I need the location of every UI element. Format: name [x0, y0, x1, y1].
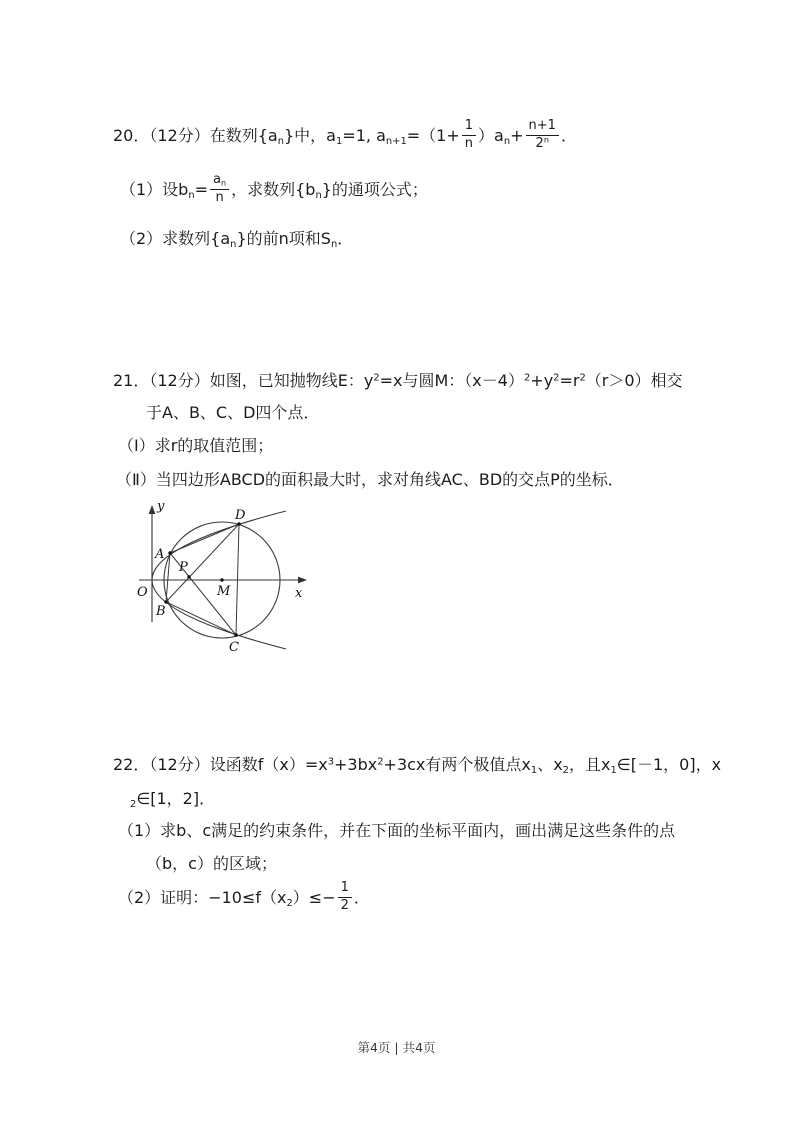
- problem-21-item-2: [116, 467, 624, 493]
- fraction-numerator: 1: [462, 119, 476, 136]
- point-c-label: C: [229, 640, 239, 655]
- text-run: 2: [535, 135, 544, 151]
- text-run: （r＞0）相交: [585, 371, 683, 390]
- text-run: （1）求b、c满足的约束条件，并在下面的坐标平面内，画出满足这些条件的点: [118, 821, 676, 840]
- parabola-circle-figure: [125, 495, 325, 660]
- subscript: n: [221, 178, 227, 188]
- problem-21-statement-line-2: [146, 400, 319, 426]
- y-axis-arrow-icon: [149, 505, 156, 514]
- fraction: [526, 119, 559, 152]
- fraction-denominator: 2: [340, 897, 349, 913]
- point-c: [234, 633, 237, 636]
- page-footer: [0, 1038, 793, 1056]
- text-run: （2）求数列{a: [120, 229, 231, 248]
- subscript: 2: [562, 764, 569, 776]
- subscript: 2: [286, 897, 293, 909]
- subscript: n: [503, 135, 511, 147]
- superscript: n: [543, 135, 549, 145]
- subscript: n: [277, 135, 284, 147]
- problem-21-statement-line-1: [113, 368, 683, 394]
- subscript: 1: [530, 764, 538, 776]
- superscript: 2: [523, 372, 531, 384]
- x-axis-arrow-icon: [298, 577, 307, 584]
- point-m: [220, 578, 223, 581]
- text-run: ．: [560, 125, 577, 145]
- problem-22-item-2: [118, 882, 370, 915]
- superscript: 2: [377, 756, 384, 768]
- text-run: 、x: [537, 755, 563, 774]
- fraction: [210, 173, 229, 206]
- text-run: +3cx有两个极值点x: [383, 755, 531, 774]
- point-d-label: D: [235, 508, 246, 523]
- text-run: =1, a: [342, 125, 386, 145]
- problem-20-statement: [113, 120, 577, 153]
- fraction-numerator: 1: [338, 881, 352, 898]
- text-run: a: [213, 172, 221, 187]
- superscript: 2: [373, 372, 380, 384]
- point-a: [168, 551, 171, 554]
- text-run: （b，c）的区域；: [146, 854, 277, 873]
- point-p-label: P: [179, 560, 188, 575]
- fraction-numerator: n+1: [526, 119, 559, 136]
- text-run: ．: [353, 887, 370, 907]
- text-run: =: [194, 179, 209, 199]
- text-run: ．: [337, 229, 354, 248]
- point-p: [187, 575, 190, 578]
- text-run: （1）设b: [120, 179, 189, 199]
- text-run: ）a: [478, 125, 504, 145]
- problem-22-item-1-line-2: [146, 851, 277, 877]
- subscript: 1: [336, 135, 343, 147]
- fraction-numerator: [210, 173, 229, 190]
- subscript: n+1: [385, 135, 407, 147]
- problem-22-item-1-line-1: [118, 818, 675, 844]
- fraction-denominator: n: [464, 135, 474, 151]
- origin-label: O: [137, 585, 148, 600]
- text-run: 于A、B、C、D四个点．: [146, 403, 320, 422]
- text-run: ，求数列{b: [231, 179, 316, 199]
- text-run: 20．（12分）在数列{a: [113, 125, 278, 145]
- text-run: （Ⅰ）求r的取值范围；: [118, 436, 274, 455]
- x-axis-label: x: [295, 586, 303, 601]
- fraction: [462, 119, 476, 152]
- subscript: n: [230, 238, 237, 250]
- superscript: 3: [327, 756, 335, 768]
- subscript: n: [330, 238, 338, 250]
- text-run: 22．（12分）设函数f（x）=x: [113, 755, 328, 774]
- text-run: =r: [559, 371, 580, 390]
- subscript: n: [188, 189, 195, 201]
- fraction: [338, 881, 352, 914]
- problem-21-item-1: [118, 433, 273, 459]
- superscript: 2: [579, 372, 586, 384]
- fraction-denominator: [526, 136, 559, 152]
- text-run: （2）证明：−10≤f（x: [118, 887, 287, 907]
- text-run: }的前n项和S: [236, 229, 331, 248]
- text-run: +3bx: [334, 755, 378, 774]
- fraction-denominator: n: [215, 189, 224, 205]
- text-run: +: [510, 125, 524, 145]
- text-run: ，且x: [568, 755, 611, 774]
- text-run: ∈[1，2]．: [136, 789, 216, 808]
- superscript: 2: [553, 372, 560, 384]
- subscript: n: [315, 189, 322, 201]
- text-run: 21．（12分）如图，已知抛物线E：y: [113, 371, 374, 390]
- problem-22-statement-line-1: [113, 752, 721, 778]
- y-axis-label: y: [157, 499, 165, 514]
- point-a-label: A: [155, 547, 165, 562]
- point-m-label: M: [217, 584, 231, 599]
- problem-20-item-1: [120, 174, 428, 207]
- text-run: }中，a: [284, 125, 336, 145]
- text-run: ）≤−: [292, 887, 336, 907]
- text-run: =（1+: [406, 125, 460, 145]
- text-run: ∈[－1，0]，x: [616, 755, 722, 774]
- point-b-label: B: [156, 604, 166, 619]
- subscript: 2: [130, 798, 137, 810]
- subscript: 1: [610, 764, 617, 776]
- problem-22-statement-line-2: [130, 786, 215, 812]
- text-run: }的通项公式；: [321, 179, 428, 199]
- page-number: 第4页 | 共4页: [357, 1040, 436, 1055]
- text-run: +y: [530, 371, 554, 390]
- text-run: =x与圆M：（x－4）: [379, 371, 524, 390]
- text-run: （Ⅱ）当四边形ABCD的面积最大时，求对角线AC、BD的交点P的坐标．: [116, 470, 624, 489]
- problem-20-item-2: [120, 226, 353, 252]
